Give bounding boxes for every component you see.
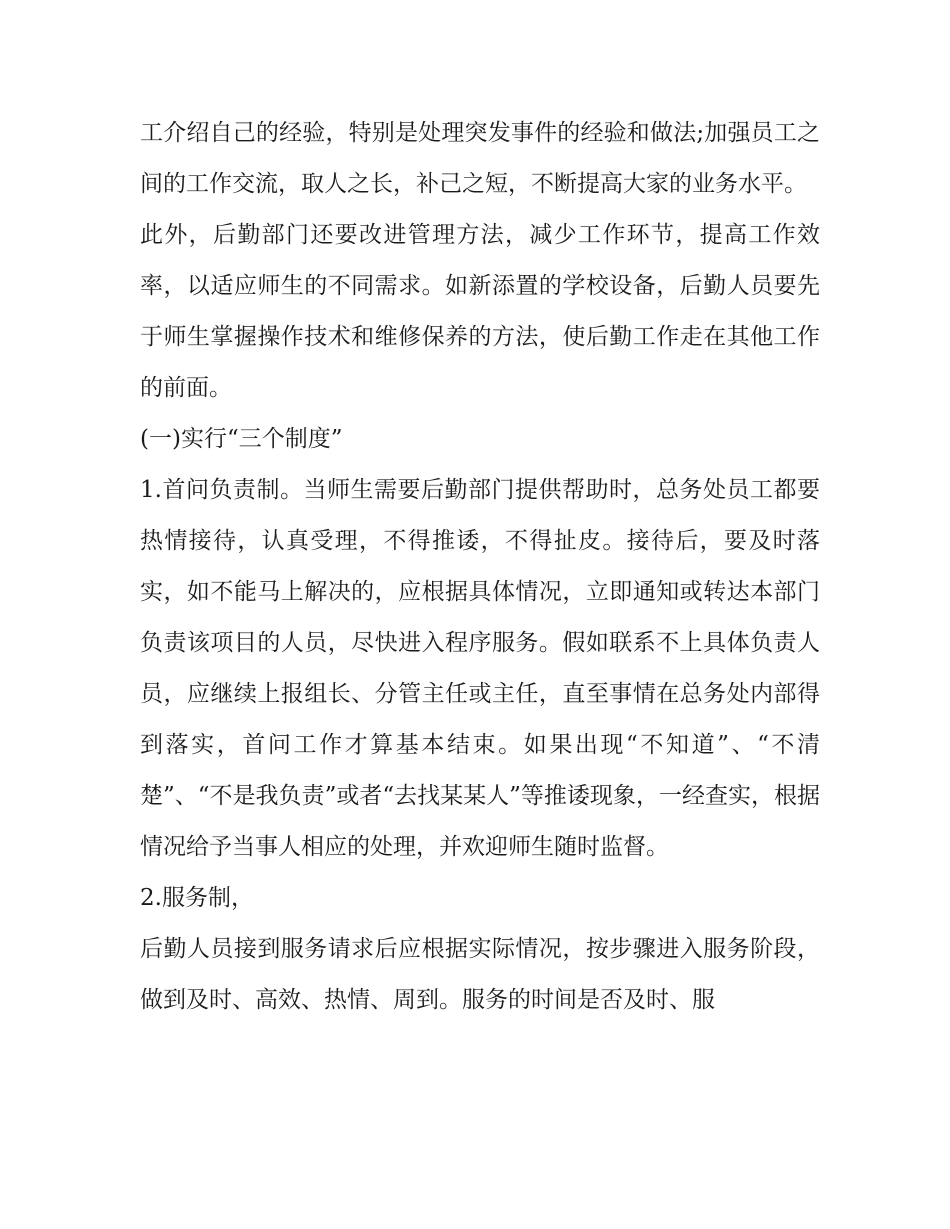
paragraph-service-system-heading: 2.服务制， (140, 885, 254, 911)
paragraph-first-inquiry-responsibility: 1.首问负责制。当师生需要后勤部门提供帮助时，总务处员工都要热情接待，认真受理，不得推诿，不得扯皮。接待后，要及时落实，如不能马上解决的，应根据具体情况，立即通知或转达本部门负责该项目的人员，尽快进入程序服务。假如联系不上具体负责人员，应继续上报组长、分管主任或主任，直至事情在总务处内部得到落实，首问工作才算基本结束。如果出现“不知道”、“不清楚”、“不是我负责”或者“去找某某人”等推诿现象，一经查实，根据情况给予当事人相应的处理，并欢迎师生随时监督。 (140, 477, 820, 860)
document-body (140, 108, 820, 1026)
paragraph-service-process: 后勤人员接到服务请求后应根据实际情况，按步骤进入服务阶段，做到及时、高效、热情、周到。服务的时间是否及时、服 (140, 936, 820, 1013)
paragraph-management-improvement: 此外，后勤部门还要改进管理方法，减少工作环节，提高工作效率，以适应师生的不同需求。如新添置的学校设备，后勤人员要先于师生掌握操作技术和维修保养的方法，使后勤工作走在其他工作的前面。 (140, 222, 820, 401)
section-heading-three-systems: (一)实行“三个制度” (140, 426, 343, 452)
paragraph-work-exchange: 工介绍自己的经验，特别是处理突发事件的经验和做法;加强员工之间的工作交流，取人之长，补己之短，不断提高大家的业务水平。 (140, 120, 820, 197)
